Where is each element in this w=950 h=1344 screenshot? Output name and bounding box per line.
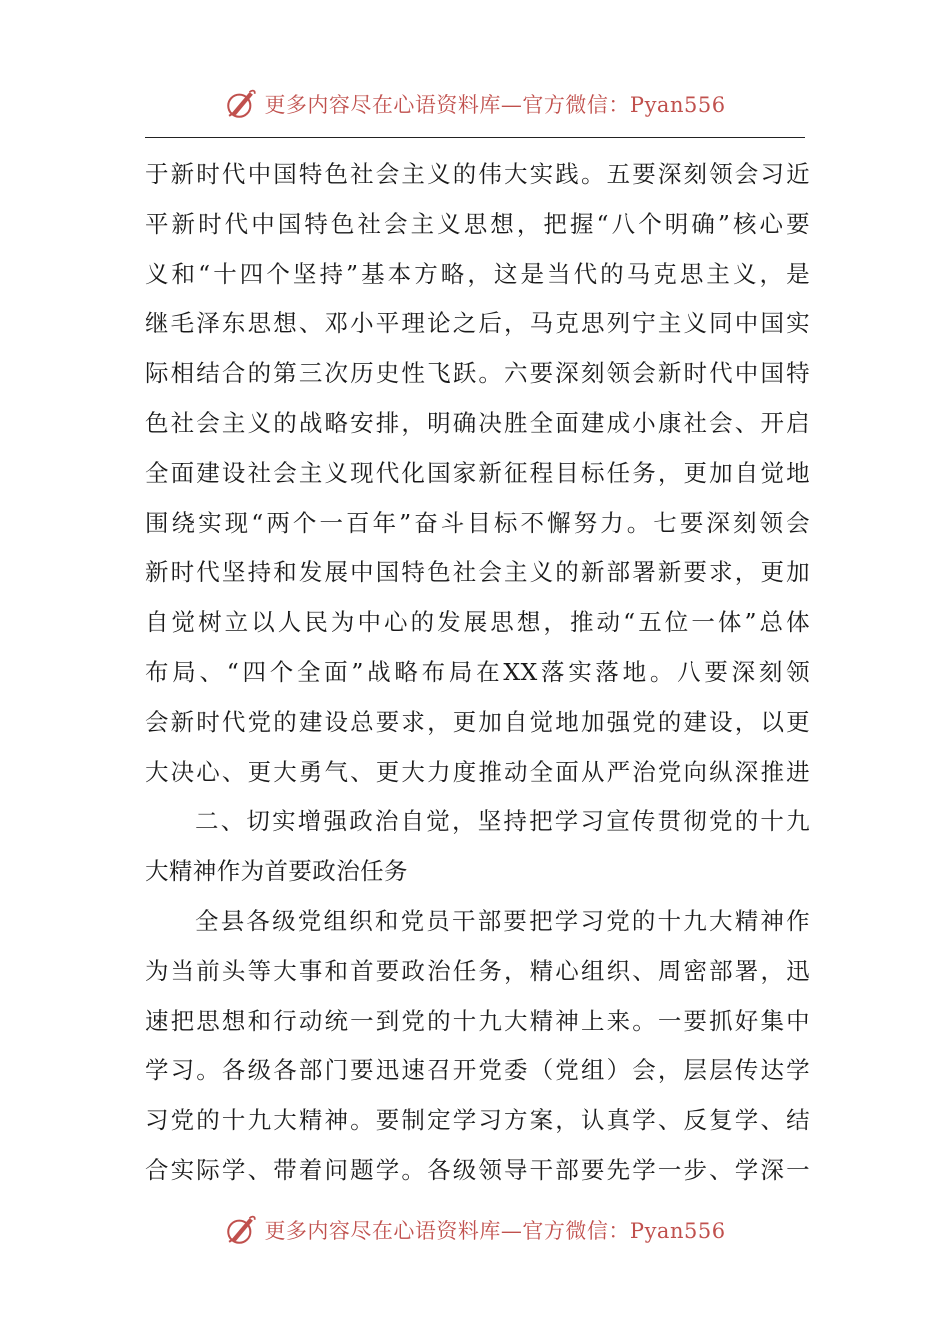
text-line: 全县各级党组织和党员干部要把学习党的十九大精神作: [195, 906, 810, 935]
text-line: 全面建设社会主义现代化国家新征程目标任务，更加自觉地: [145, 458, 810, 487]
text-line: 义和“十四个坚持”基本方略，这是当代的马克思主义，是: [145, 259, 810, 288]
footer-banner: [0, 1210, 950, 1250]
text-line: 学习。各级各部门要迅速召开党委（党组）会，层层传达学: [145, 1056, 810, 1085]
header-banner-text: 更多内容尽在心语资料库—官方微信：Pyan556: [264, 93, 726, 117]
text-line: 布局、“四个全面”战略布局在XX落实落地。八要深刻领: [145, 657, 810, 686]
header-banner: [0, 84, 950, 124]
text-line: 为当前头等大事和首要政治任务，精心组织、周密部署，迅: [145, 956, 810, 985]
text-line: 合实际学、带着问题学。各级领导干部要先学一步、学深一: [145, 1155, 810, 1184]
document-body: [145, 150, 810, 1196]
text-line: 际相结合的第三次历史性飞跃。六要深刻领会新时代中国特: [145, 359, 810, 388]
text-line: 会新时代党的建设总要求，更加自觉地加强党的建设，以更: [145, 707, 810, 736]
text-line: 大决心、更大勇气、更大力度推动全面从严治党向纵深推进: [145, 757, 810, 786]
text-line: 平新时代中国特色社会主义思想，把握“八个明确”核心要: [145, 209, 810, 238]
text-line: 自觉树立以人民为中心的发展思想，推动“五位一体”总体: [145, 608, 810, 637]
text-line: 习党的十九大精神。要制定学习方案，认真学、反复学、结: [145, 1106, 810, 1135]
text-line: 色社会主义的战略安排，明确决胜全面建成小康社会、开启: [145, 408, 810, 437]
section-heading-line: 二、切实增强政治自觉，坚持把学习宣传贯彻党的十九: [195, 807, 810, 836]
section-heading-line: 大精神作为首要政治任务: [145, 857, 408, 886]
quill-logo-icon: [224, 1213, 258, 1247]
text-line: 于新时代中国特色社会主义的伟大实践。五要深刻领会习近: [145, 160, 810, 188]
text-line: 新时代坚持和发展中国特色社会主义的新部署新要求，更加: [145, 558, 810, 587]
quill-logo-icon: [224, 87, 258, 121]
text-line: 速把思想和行动统一到党的十九大精神上来。一要抓好集中: [145, 1006, 810, 1035]
text-line: 继毛泽东思想、邓小平理论之后，马克思列宁主义同中国实: [145, 309, 810, 338]
footer-banner-text: 更多内容尽在心语资料库—官方微信：Pyan556: [264, 1219, 726, 1243]
header-divider: [145, 137, 805, 138]
text-line: 围绕实现“两个一百年”奋斗目标不懈努力。七要深刻领会: [145, 508, 810, 537]
